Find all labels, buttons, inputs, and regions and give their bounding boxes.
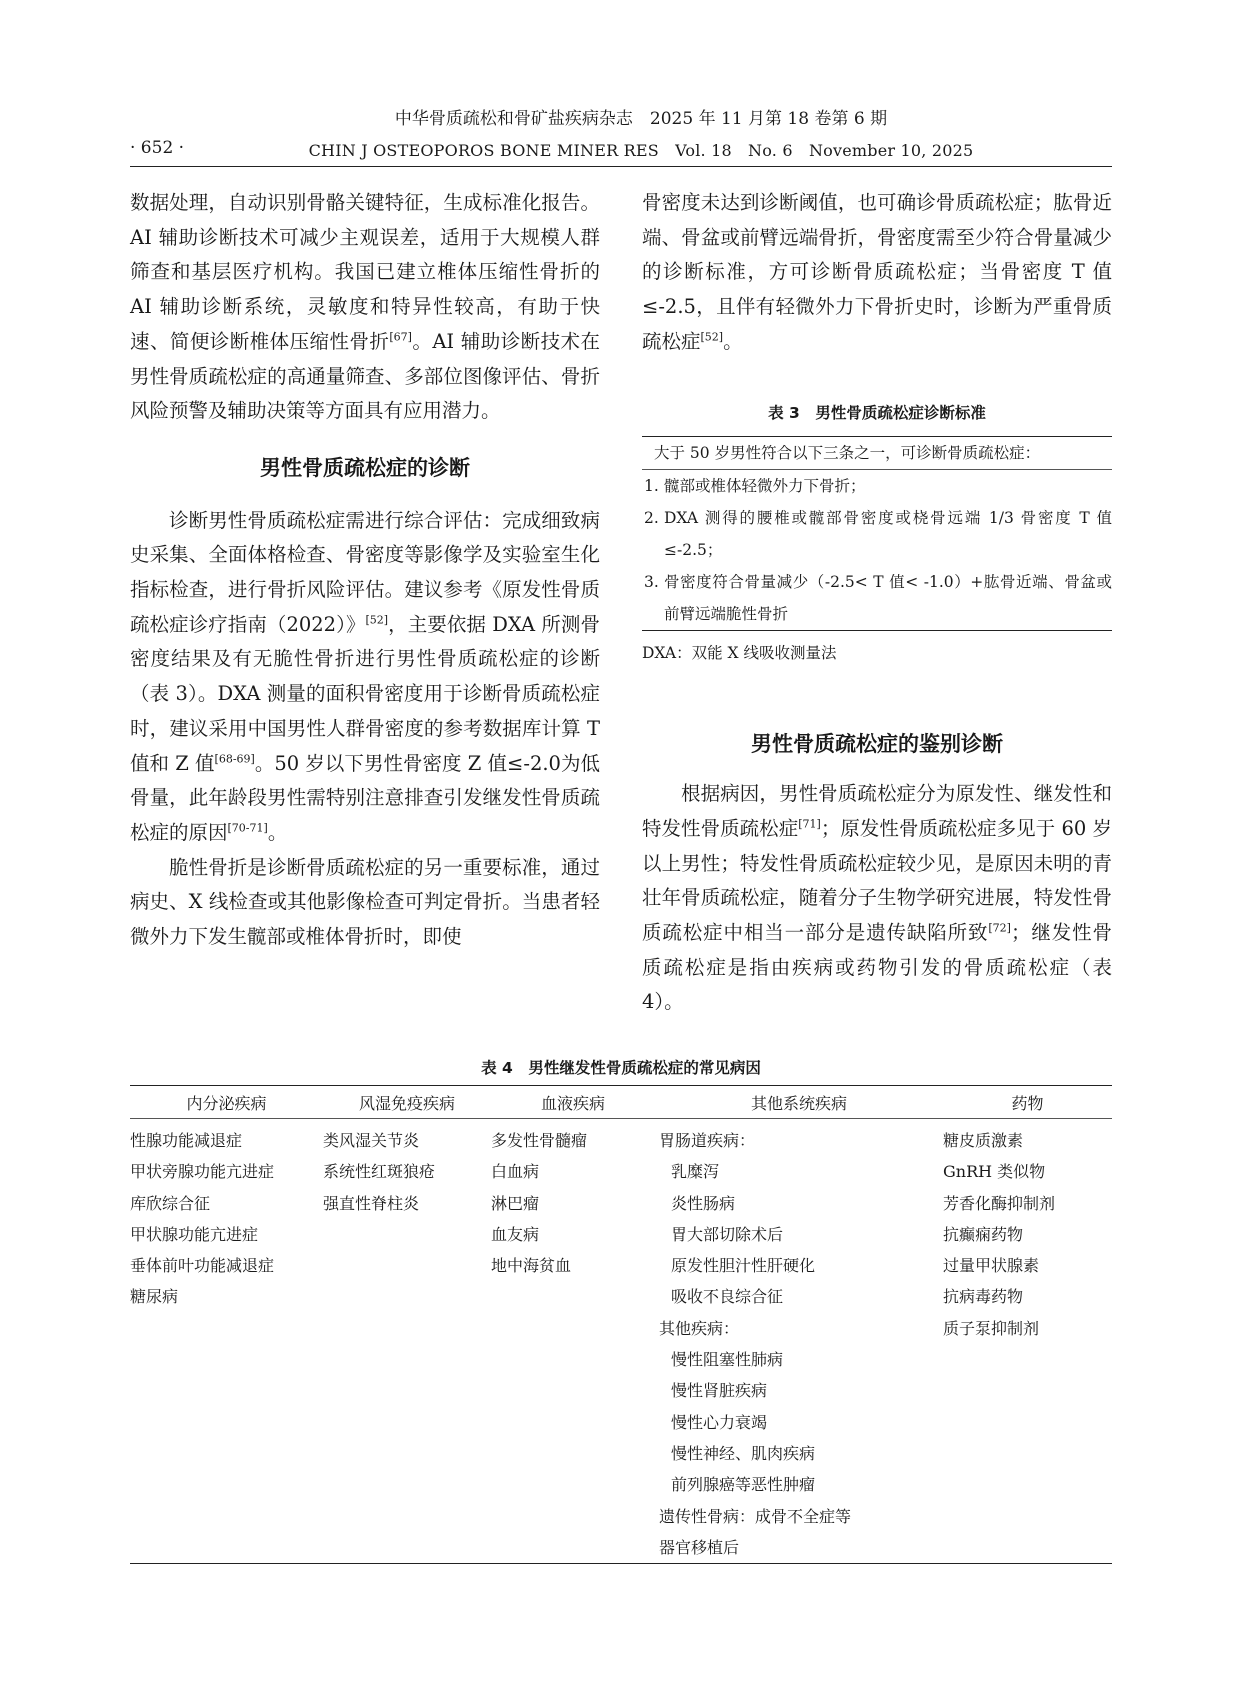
list-item: 其他疾病： bbox=[659, 1318, 740, 1338]
list-item: 多发性骨髓瘤 bbox=[491, 1131, 588, 1150]
drug-list bbox=[943, 1125, 1112, 1344]
running-header bbox=[130, 104, 1112, 166]
list-item: 炎性肠病 bbox=[671, 1193, 736, 1213]
left-column bbox=[130, 186, 600, 955]
list-item: 强直性脊柱炎 bbox=[323, 1193, 420, 1213]
table-3-item: 1. 髋部或椎体轻微外力下骨折； bbox=[644, 476, 866, 495]
list-item: 血友病 bbox=[491, 1224, 540, 1244]
list-item: 甲状旁腺功能亢进症 bbox=[130, 1162, 275, 1182]
list-item: 器官移植后 bbox=[659, 1537, 740, 1557]
column-header: 内分泌疾病 bbox=[130, 1086, 323, 1119]
list-item: 前列腺癌等恶性肿瘤 bbox=[671, 1475, 816, 1495]
table-3-item: 2. DXA 测得的腰椎或髋部骨密度或桡骨远端 1/3 骨密度 T 值≤-2.5； bbox=[644, 508, 1112, 559]
list-item: 类风湿关节炎 bbox=[323, 1131, 420, 1150]
list-item: 淋巴瘤 bbox=[491, 1193, 540, 1213]
list-item: 慢性心力衰竭 bbox=[671, 1412, 768, 1432]
table-4-grid bbox=[130, 1085, 1112, 1564]
table-3 bbox=[642, 402, 1112, 665]
list-item: 白血病 bbox=[491, 1162, 540, 1182]
list-item: 乳糜泻 bbox=[671, 1162, 720, 1182]
list-item: 库欣综合征 bbox=[130, 1193, 211, 1213]
page-number: · 652 · bbox=[130, 138, 185, 158]
paragraph: 脆性骨折是诊断骨质疏松症的另一重要标准，通过病史、X 线检查或其他影像检查可判定骨折。当患者轻微外力下发生髋部或椎体骨折时，即使 bbox=[130, 855, 600, 949]
citation[interactable]: [52] bbox=[700, 330, 724, 344]
column-header: 风湿免疫疾病 bbox=[323, 1086, 491, 1119]
citation[interactable]: [67] bbox=[389, 330, 412, 344]
table-3-title: 表 3 男性骨质疏松症诊断标准 bbox=[768, 403, 986, 422]
table-4-title: 表 4 男性继发性骨质疏松症的常见病因 bbox=[481, 1059, 761, 1077]
journal-title-cn: 中华骨质疏松和骨矿盐疾病杂志 2025 年 11 月第 18 卷第 6 期 bbox=[394, 109, 888, 129]
list-item: 芳香化酶抑制剂 bbox=[943, 1193, 1056, 1213]
list-item: 抗病毒药物 bbox=[943, 1287, 1024, 1307]
table-row bbox=[130, 1119, 1112, 1564]
citation[interactable]: [52] bbox=[365, 613, 389, 627]
list-item: GnRH 类似物 bbox=[943, 1162, 1046, 1182]
list-item: 过量甲状腺素 bbox=[943, 1256, 1040, 1276]
column-header: 药物 bbox=[943, 1086, 1112, 1119]
right-column bbox=[642, 186, 1112, 1020]
table-4 bbox=[130, 1056, 1112, 1564]
list-item: 胃大部切除术后 bbox=[671, 1224, 784, 1244]
list-item: 系统性红斑狼疮 bbox=[323, 1162, 436, 1182]
citation[interactable]: [71] bbox=[798, 817, 821, 831]
list-item: 吸收不良综合征 bbox=[671, 1287, 784, 1307]
paragraph: 骨密度未达到诊断阈值，也可确诊骨质疏松症；肱骨近端、骨盆或前臂远端骨折，骨密度需至少符合骨量减少的诊断标准，方可诊断骨质疏松症；当骨密度 T 值≤-2.5，且伴有轻微外力下骨折史时，诊断为严重骨质疏松症[52]。 bbox=[642, 191, 1112, 353]
list-item: 原发性胆汁性肝硬化 bbox=[671, 1256, 816, 1276]
column-header: 血液疾病 bbox=[491, 1086, 655, 1119]
citation[interactable]: [72] bbox=[988, 921, 1011, 935]
journal-title-en: CHIN J OSTEOPOROS BONE MINER RES Vol. 18 No. 6 November 10, 2025 bbox=[308, 141, 974, 160]
other-system-list bbox=[655, 1125, 943, 1563]
table-3-header: 大于 50 岁男性符合以下三条之一，可诊断骨质疏松症： bbox=[654, 443, 1041, 462]
table-3-note: DXA：双能 X 线吸收测量法 bbox=[642, 643, 837, 662]
list-item: 性腺功能减退症 bbox=[130, 1131, 243, 1150]
list-item: 地中海贫血 bbox=[491, 1256, 572, 1276]
rheumatic-list bbox=[323, 1125, 491, 1219]
list-item: 慢性神经、肌肉疾病 bbox=[671, 1443, 816, 1463]
endocrine-list bbox=[130, 1125, 323, 1313]
list-item: 糖皮质激素 bbox=[943, 1131, 1024, 1150]
list-item: 糖尿病 bbox=[130, 1287, 179, 1307]
list-item: 慢性肾脏疾病 bbox=[671, 1381, 768, 1401]
table-header-row bbox=[130, 1086, 1112, 1119]
blood-list bbox=[491, 1125, 655, 1281]
list-item: 质子泵抑制剂 bbox=[943, 1318, 1040, 1338]
header-rule bbox=[130, 166, 1112, 167]
section-title-differential: 男性骨质疏松症的鉴别诊断 bbox=[751, 731, 1003, 756]
list-item: 遗传性骨病：成骨不全症等 bbox=[659, 1506, 852, 1526]
section-title-diagnosis: 男性骨质疏松症的诊断 bbox=[260, 455, 470, 480]
table-3-item: 3. 骨密度符合骨量减少（-2.5< T 值< -1.0）+肱骨近端、骨盆或前臂远端脆性骨折 bbox=[644, 572, 1112, 623]
citation[interactable]: [68-69] bbox=[214, 752, 255, 766]
list-item: 慢性阻塞性肺病 bbox=[671, 1350, 784, 1370]
list-item: 甲状腺功能亢进症 bbox=[130, 1224, 259, 1244]
paragraph: 诊断男性骨质疏松症需进行综合评估：完成细致病史采集、全面体格检查、骨密度等影像学及实验室生化指标检查，进行骨折风险评估。建议参考《原发性骨质疏松症诊疗指南（2022）》[52]，主要依据 DXA 所测骨密度结果及有无脆性骨折进行男性骨质疏松症的诊断（表 3）。DXA 测量的面积骨密度用于诊断骨质疏松症时，建议采用中国男性人群骨密度的参考数据库计算 T 值和 Z 值[68-69]。50 岁以下男性骨密度 Z 值≤-2.0为低骨量，此年龄段男性需特别注意排查引发继发性骨质疏松症的原因[70-71]。 bbox=[130, 508, 600, 844]
paragraph: 根据病因，男性骨质疏松症分为原发性、继发性和特发性骨质疏松症[71]；原发性骨质疏松症多见于 60 岁以上男性；特发性骨质疏松症较少见，是原因未明的青壮年骨质疏松症，随着分子生物学研究进展，特发性骨质疏松症中相当一部分是遗传缺陷所致[72]；继发性骨质疏松症是指由疾病或药物引发的骨质疏松症（表 4）。 bbox=[642, 782, 1112, 1014]
list-item: 抗癫痫药物 bbox=[943, 1224, 1024, 1244]
list-item: 垂体前叶功能减退症 bbox=[130, 1256, 275, 1276]
citation[interactable]: [70-71] bbox=[227, 821, 268, 835]
list-item: 胃肠道疾病： bbox=[659, 1131, 756, 1150]
column-header: 其他系统疾病 bbox=[655, 1086, 943, 1119]
paragraph: 数据处理，自动识别骨骼关键特征，生成标准化报告。AI 辅助诊断技术可减少主观误差，适用于大规模人群筛查和基层医疗机构。我国已建立椎体压缩性骨折的 AI 辅助诊断系统，灵敏度和特异性较高，有助于快速、简便诊断椎体压缩性骨折[67]。AI 辅助诊断技术在男性骨质疏松症的高通量筛查、多部位图像评估、骨折风险预警及辅助决策等方面具有应用潜力。 bbox=[130, 191, 600, 423]
